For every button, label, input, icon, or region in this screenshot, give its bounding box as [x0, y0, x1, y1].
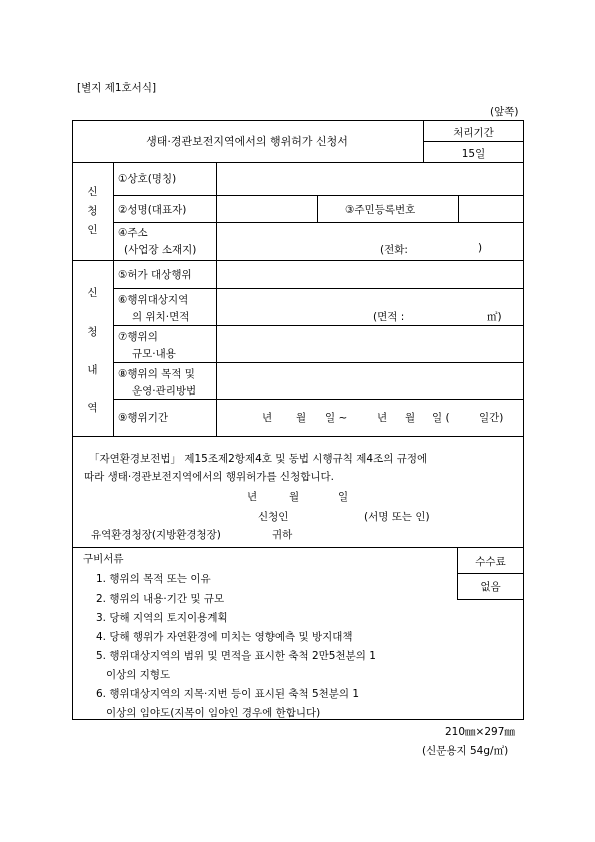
phone-close: ) [478, 242, 483, 254]
documents-header: 구비서류 [83, 553, 124, 565]
period-day-2: 일 ( [432, 412, 450, 424]
form-title: 생태·경관보전지역에서의 행위허가 신청서 [146, 135, 348, 148]
details-char-3: 내 [87, 364, 98, 376]
address-sublabel: (사업장 소재지) [124, 244, 197, 256]
processing-value: 15일 [461, 148, 486, 160]
document-item: 4. 당해 행위가 자연환경에 미치는 영향예측 및 방지대책 [96, 631, 353, 643]
details-char-1: 신 [87, 287, 98, 299]
period-label: ⑨행위기간 [118, 412, 168, 424]
form-label: [별지 제1호서식] [77, 82, 157, 94]
applicant-char-2: 청 [87, 205, 98, 217]
period-month-1: 월 [296, 412, 307, 424]
date-month: 월 [289, 491, 300, 503]
address-label: ④주소 [118, 227, 148, 239]
target-activity-label: ⑤허가 대상행위 [118, 269, 192, 281]
applicant-char-3: 인 [87, 224, 98, 236]
statement-line-1: 「자연환경보전법」 제15조제2항제4호 및 동법 시행규칙 제4조의 규정에 [89, 453, 428, 465]
details-char-2: 청 [87, 326, 98, 338]
fee-value: 없음 [480, 581, 501, 593]
representative-label: ②성명(대표자) [118, 204, 187, 216]
document-item: 2. 행위의 내용·기간 및 규모 [96, 593, 225, 605]
document-item: 3. 당해 지역의 토지이용계획 [96, 612, 228, 624]
area-label: (면적 : [373, 311, 405, 323]
applicant-sign-label: 신청인 [258, 511, 289, 523]
details-char-4: 역 [87, 402, 98, 414]
paper-spec: (신문용지 54g/㎡) [422, 745, 509, 757]
document-item: 5. 행위대상지역의 범위 및 면적을 표시한 축척 2만5천분의 1 [96, 650, 376, 662]
recipient: 유역환경청장(지방환경청장) [91, 529, 221, 541]
signature-note: (서명 또는 인) [364, 511, 430, 523]
statement-line-2: 따라 생태·경관보전지역에서의 행위허가를 신청합니다. [84, 471, 334, 483]
fee-label: 수수료 [475, 556, 506, 568]
date-year: 년 [247, 491, 258, 503]
phone-label: (전화: [380, 244, 408, 256]
document-item-continuation: 이상의 지형도 [106, 669, 171, 681]
name-label: ①상호(명칭) [118, 173, 177, 185]
document-item-continuation: 이상의 임야도(지목이 임야인 경우에 한합니다) [106, 707, 321, 719]
location-label: ⑥행위대상지역 [118, 294, 189, 306]
scale-sublabel: 규모·내용 [132, 348, 176, 360]
scale-label: ⑦행위의 [118, 331, 158, 343]
period-month-2: 월 [405, 412, 416, 424]
resident-id-label: ③주민등록번호 [345, 204, 416, 216]
document-item: 6. 행위대상지역의 지목·지번 등이 표시된 축척 5천분의 1 [96, 688, 360, 700]
period-days: 일간) [479, 412, 504, 424]
purpose-label: ⑧행위의 목적 및 [118, 368, 195, 380]
page-side: (앞쪽) [490, 106, 519, 118]
applicant-char-1: 신 [87, 186, 98, 198]
period-year-2: 년 [377, 412, 388, 424]
processing-label: 처리기간 [453, 127, 494, 139]
purpose-sublabel: 운영·관리방법 [132, 385, 197, 397]
honorific: 귀하 [272, 529, 293, 541]
location-sublabel: 의 위치·면적 [132, 311, 190, 323]
period-year-1: 년 [262, 412, 273, 424]
area-unit: ㎡) [487, 311, 502, 323]
period-day-1: 일 ~ [325, 412, 348, 424]
document-item: 1. 행위의 목적 또는 이유 [96, 573, 211, 585]
paper-size: 210㎜×297㎜ [445, 726, 515, 738]
date-day: 일 [338, 491, 349, 503]
